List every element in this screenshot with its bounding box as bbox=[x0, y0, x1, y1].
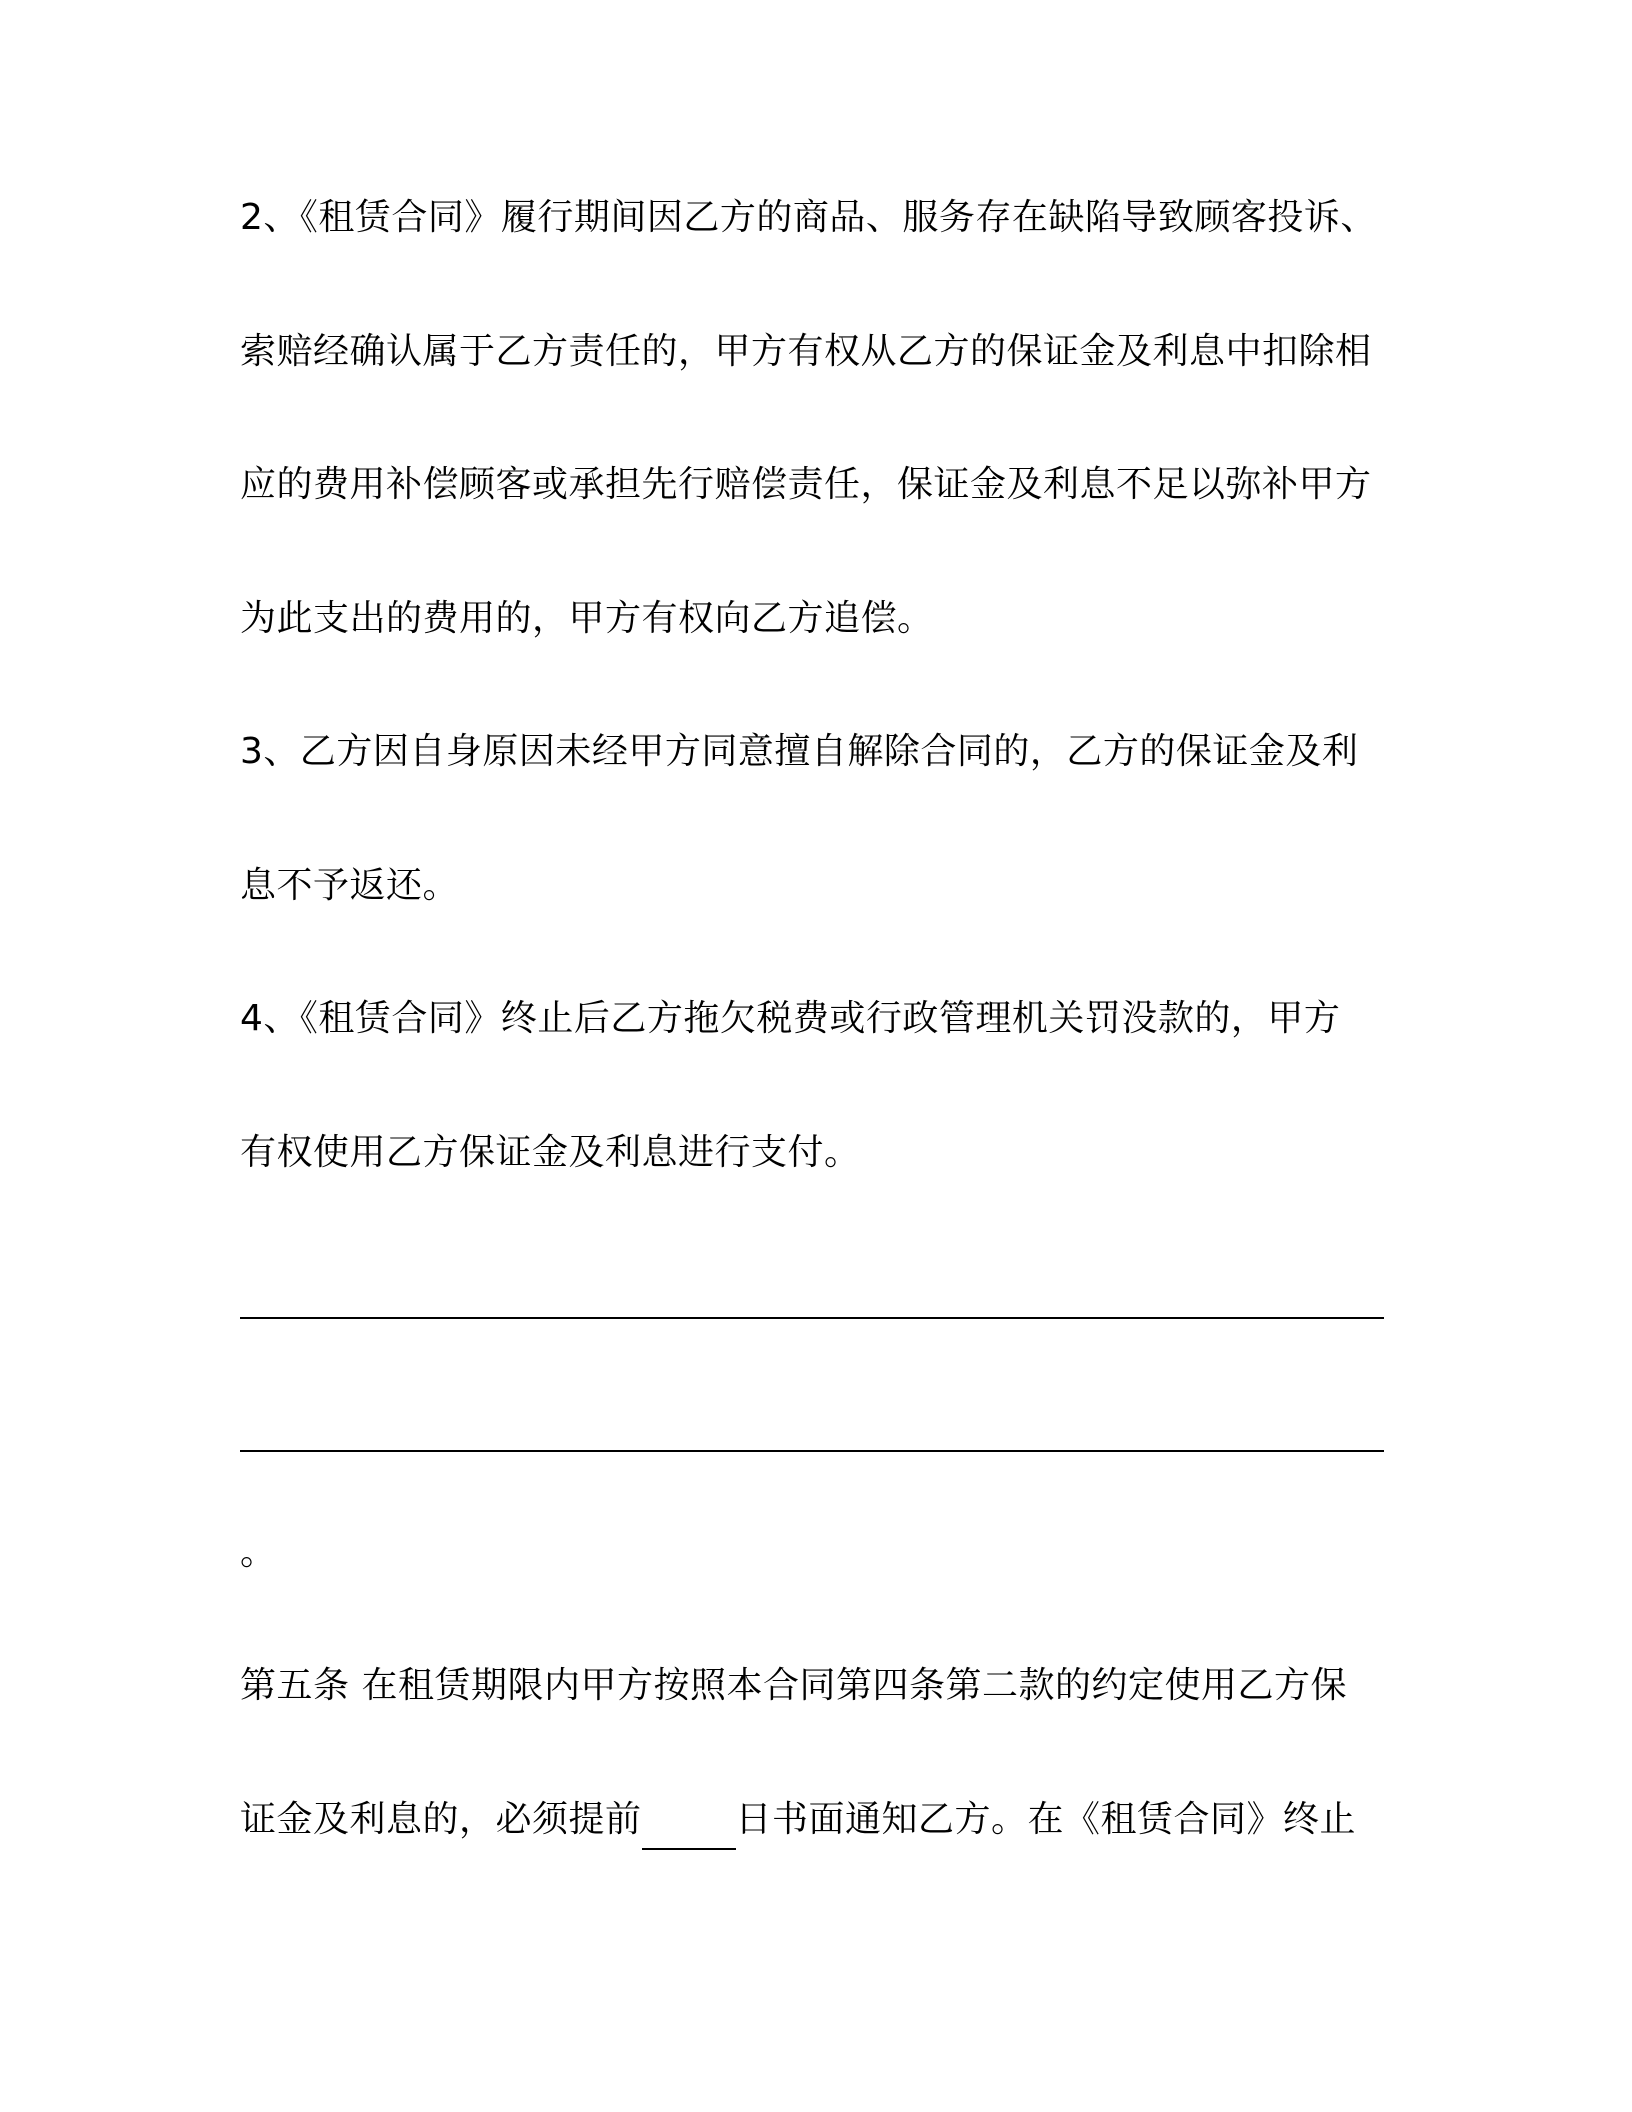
fill-in-rule-2 bbox=[240, 1450, 1384, 1452]
article-5-line-2-after: 日书面通知乙方。在《租赁合同》终止 bbox=[735, 1799, 1357, 1840]
notice-days-blank[interactable] bbox=[642, 1808, 736, 1850]
article-5-line-2 bbox=[240, 1796, 1400, 1844]
article-5-line-1: 第五条 在租赁期限内甲方按照本合同第四条第二款的约定使用乙方保 bbox=[240, 1665, 1347, 1706]
paragraph-2-line-2: 索赔经确认属于乙方责任的，甲方有权从乙方的保证金及利息中扣除相 bbox=[240, 331, 1372, 372]
paragraph-2-line-1: 2、《租赁合同》履行期间因乙方的商品、服务存在缺陷导致顾客投诉、 bbox=[240, 197, 1377, 238]
fill-in-rule-1 bbox=[240, 1317, 1384, 1319]
paragraph-4-line-1: 4、《租赁合同》终止后乙方拖欠税费或行政管理机关罚没款的，甲方 bbox=[240, 998, 1341, 1039]
paragraph-4-line-2: 有权使用乙方保证金及利息进行支付。 bbox=[240, 1132, 861, 1173]
period-line: 。 bbox=[240, 1532, 277, 1573]
paragraph-2-line-4: 为此支出的费用的，甲方有权向乙方追偿。 bbox=[240, 598, 934, 639]
paragraph-3-line-2: 息不予返还。 bbox=[240, 865, 460, 906]
paragraph-3-line-1: 3、乙方因自身原因未经甲方同意擅自解除合同的，乙方的保证金及利 bbox=[240, 731, 1359, 772]
paragraph-2-line-3: 应的费用补偿顾客或承担先行赔偿责任，保证金及利息不足以弥补甲方 bbox=[240, 464, 1372, 505]
article-5-line-2-before: 证金及利息的，必须提前 bbox=[240, 1799, 642, 1840]
